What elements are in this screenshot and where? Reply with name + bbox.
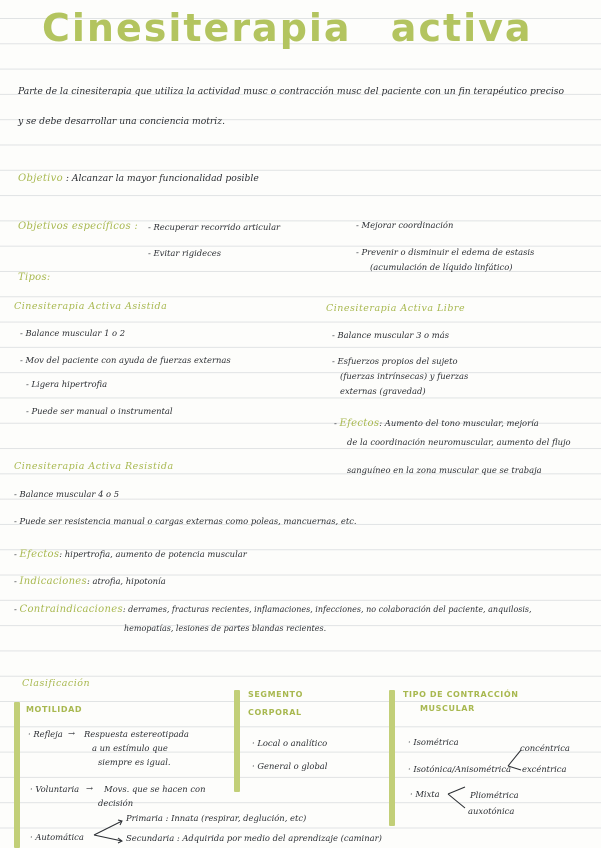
libre-efectos-row: - Efectos: Aumento del tono muscular, mejoría	[334, 418, 539, 429]
segmento-header: SEGMENTO	[248, 690, 303, 699]
refleja-desc: siempre es igual.	[98, 757, 171, 767]
contraccion-header: MUSCULAR	[420, 704, 475, 713]
clasificacion-label: Clasificación	[22, 678, 91, 689]
contraccion-pliometrica: Pliométrica	[470, 790, 519, 800]
libre-line: externas (gravedad)	[340, 386, 426, 396]
asistida-line: - Ligera hipertrofia	[26, 379, 108, 389]
motilidad-voluntaria: · Voluntaria	[30, 784, 80, 794]
resistida-efectos-label: Efectos	[19, 549, 60, 560]
especifico-item: (acumulación de líquido linfático)	[370, 262, 513, 272]
contraccion-auxotonica: auxotónica	[468, 806, 515, 816]
resistida-indicaciones-label: Indicaciones	[19, 576, 87, 587]
libre-header: Cinesiterapia Activa Libre	[326, 303, 466, 314]
libre-line: - Balance muscular 3 o más	[332, 330, 449, 340]
resistida-contra-label: Contraindicaciones	[19, 604, 123, 615]
resistida-indicaciones-row: - Indicaciones: atrofia, hipotonía	[14, 576, 166, 587]
resistida-contra-line-2: hemopatías, lesiones de partes blandas recientes.	[124, 624, 327, 633]
contraccion-excentrica: excéntrica	[522, 764, 567, 774]
resistida-efectos-row: - Efectos: hipertrofia, aumento de potencia muscular	[14, 549, 247, 560]
contraccion-concentrica: concéntrica	[520, 743, 570, 753]
libre-efectos-text: : Aumento del tono muscular, mejoría	[379, 418, 539, 428]
especifico-item: - Recuperar recorrido articular	[148, 222, 281, 232]
libre-line: - Esfuerzos propios del sujeto	[332, 356, 458, 366]
voluntaria-desc: Movs. que se hacen con	[104, 784, 206, 794]
contraccion-header: TIPO DE CONTRACCIÓN	[403, 690, 519, 699]
refleja-desc: a un estímulo que	[92, 743, 168, 753]
objetivo-text: Alcanzar la mayor funcionalidad posible	[71, 173, 259, 184]
libre-efectos-label: Efectos	[339, 418, 380, 429]
contraccion-isotonica: · Isotónica/Anisométrica	[408, 764, 512, 774]
asistida-line: - Mov del paciente con ayuda de fuerzas externas	[20, 355, 231, 365]
segmento-item: · General o global	[252, 761, 328, 771]
automatica-primaria: Primaria : Innata (respirar, deglución, etc)	[126, 813, 307, 823]
asistida-line: - Puede ser manual o instrumental	[26, 406, 173, 416]
arrow-icon: →	[68, 728, 76, 738]
contraccion-mixta: · Mixta	[410, 789, 440, 799]
motilidad-refleja: · Refleja	[28, 729, 63, 739]
objetivo-label: Objetivo	[18, 173, 63, 184]
intro-line-1: Parte de la cinesiterapia que utiliza la actividad musc o contracción musc del paciente con un fin terapéutico preciso	[18, 86, 565, 97]
segmento-item: · Local o analítico	[252, 738, 328, 748]
voluntaria-desc: decisión	[98, 798, 134, 808]
page-title: Cinesiterapia activa	[42, 6, 533, 50]
resistida-balance: - Balance muscular 4 o 5	[14, 489, 120, 499]
contraccion-isometrica: · Isométrica	[408, 737, 459, 747]
intro-line-2: y se debe desarrollar una conciencia motriz.	[18, 116, 226, 127]
libre-efectos-line: sanguíneo en la zona muscular que se trabaja	[347, 465, 542, 475]
resistida-efectos-text: : hipertrofia, aumento de potencia muscular	[59, 549, 247, 559]
motilidad-header: MOTILIDAD	[26, 705, 83, 714]
especificos-label: Objetivos específicos :	[18, 221, 139, 232]
objetivo-row: Objetivo : Alcanzar la mayor funcionalidad posible	[18, 173, 259, 184]
resistida-indicaciones-text: : atrofia, hipotonía	[86, 576, 166, 586]
refleja-desc: Respuesta estereotipada	[84, 729, 189, 739]
tipos-label: Tipos:	[18, 272, 51, 283]
resistida-contra-row: - Contraindicaciones: derrames, fracturas recientes, inflamaciones, infecciones, no colaboración del paciente, anquilosis,	[14, 604, 532, 615]
segmento-bar	[234, 690, 240, 792]
resistida-resistencia: - Puede ser resistencia manual o cargas externas como poleas, mancuernas, etc.	[14, 516, 357, 526]
asistida-header: Cinesiterapia Activa Asistida	[14, 301, 168, 312]
libre-efectos-line: de la coordinación neuromuscular, aumento del flujo	[347, 437, 571, 447]
segmento-header: CORPORAL	[248, 708, 302, 717]
branch-arrows-icon	[446, 784, 468, 812]
resistida-contra-text: : derrames, fracturas recientes, inflamaciones, infecciones, no colaboración del paciente, anquilosis,	[122, 605, 532, 614]
branch-arrows-icon	[92, 817, 126, 845]
automatica-secundaria: Secundaria : Adquirida por medio del aprendizaje (caminar)	[126, 833, 382, 843]
arrow-icon: →	[86, 783, 94, 793]
contraccion-bar	[389, 690, 395, 826]
motilidad-automatica: · Automática	[30, 832, 84, 842]
libre-line: (fuerzas intrínsecas) y fuerzas	[340, 371, 469, 381]
especifico-item: - Prevenir o disminuir el edema de estasis	[356, 247, 535, 257]
especifico-item: - Evitar rigideces	[148, 248, 222, 258]
asistida-line: - Balance muscular 1 o 2	[20, 328, 126, 338]
resistida-header: Cinesiterapia Activa Resistida	[14, 461, 174, 472]
especifico-item: - Mejorar coordinación	[356, 220, 454, 230]
motilidad-bar	[14, 702, 20, 848]
